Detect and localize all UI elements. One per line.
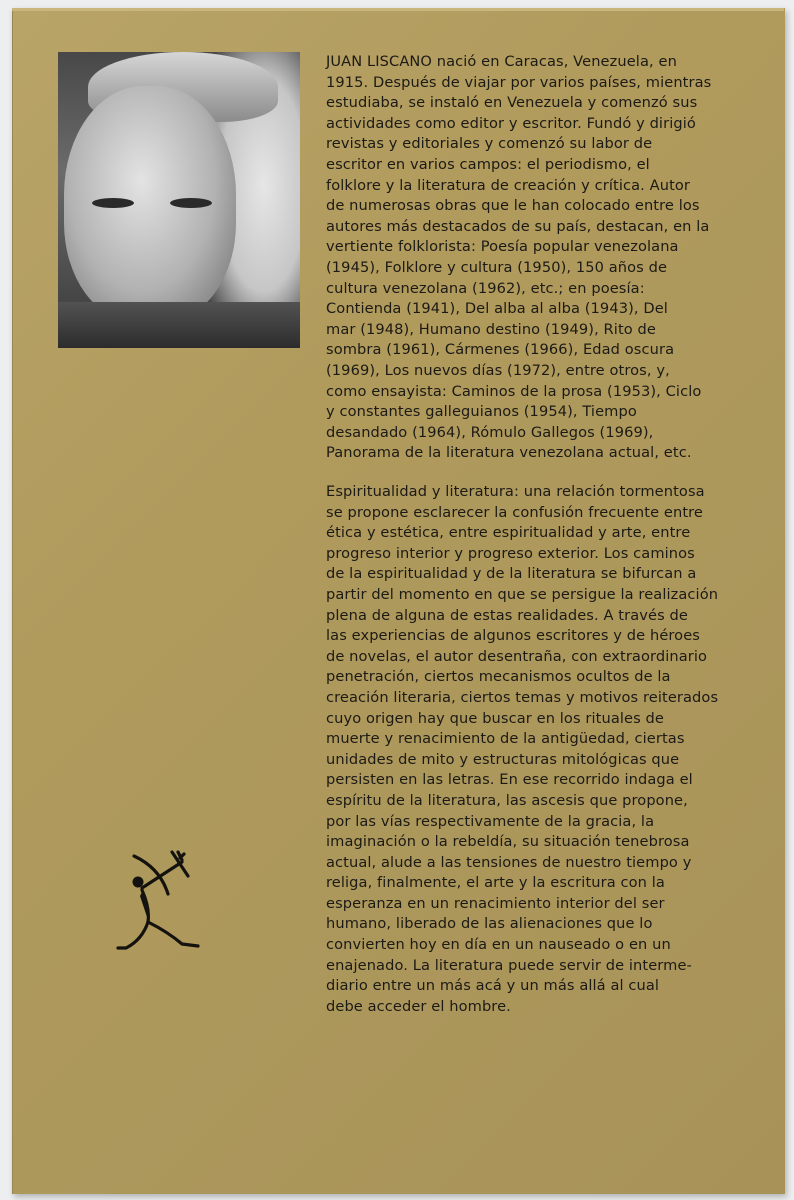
description-line: progreso interior y progreso exterior. Los caminos [326, 544, 695, 562]
bio-line: Panorama de la literatura venezolana actual, etc. [326, 444, 692, 462]
description-line: partir del momento en que se persigue la realización [326, 585, 719, 603]
bio-line: (1945), Folklore y cultura (1950), 150 años de [326, 258, 668, 276]
cover-top-edge [12, 8, 784, 11]
description-line: persisten en las letras. En ese recorrido indaga el [326, 771, 693, 789]
bio-line: (1969), Los nuevos días (1972), entre otros, y, [326, 361, 670, 379]
book-description [326, 482, 756, 1017]
portrait-eye-right [170, 198, 212, 208]
bio-line: folklore y la literatura de creación y crítica. Autor [326, 176, 691, 194]
bio-line: JUAN LISCANO nació en Caracas, Venezuela, en [326, 53, 677, 70]
bio-line: sombra (1961), Cármenes (1966), Edad oscura [326, 341, 675, 359]
description-line: creación literaria, ciertos temas y motivos reiterados [326, 688, 719, 706]
description-line: religa, finalmente, el arte y la escritura con la [326, 874, 665, 892]
bio-line: y constantes galleguianos (1954), Tiempo [326, 403, 637, 421]
bio-line: Contienda (1941), Del alba al alba (1943), Del [326, 300, 668, 318]
bio-line: mar (1948), Humano destino (1949), Rito de [326, 320, 656, 338]
description-line: esperanza en un renacimiento interior del ser [326, 894, 665, 912]
bio-line: como ensayista: Caminos de la prosa (1953), Ciclo [326, 382, 702, 400]
description-line: imaginación o la rebeldía, su situación tenebrosa [326, 833, 690, 851]
bio-line: escritor en varios campos: el periodismo, el [326, 155, 650, 173]
description-line: las experiencias de algunos escritores y de héroes [326, 627, 700, 645]
bio-line: cultura venezolana (1962), etc.; en poesía: [326, 279, 645, 297]
bio-line: revistas y editoriales y comenzó su labor de [326, 135, 653, 153]
bio-line: 1915. Después de viajar por varios países, mientras [326, 73, 712, 91]
description-line: unidades de mito y estructuras mitológicas que [326, 750, 680, 768]
description-line: plena de alguna de estas realidades. A través de [326, 606, 688, 624]
portrait-eye-left [92, 198, 134, 208]
bio-line: de numerosas obras que le han colocado entre los [326, 197, 700, 215]
bio-line: actividades como editor y escritor. Fundó y dirigió [326, 114, 696, 132]
description-line: muerte y renacimiento de la antigüedad, ciertas [326, 730, 685, 748]
description-line: cuyo origen hay que buscar en los rituales de [326, 709, 664, 727]
description-line: espíritu de la literatura, las ascesis que propone, [326, 791, 688, 809]
description-line: de novelas, el autor desentraña, con extraordinario [326, 647, 708, 665]
bio-line: vertiente folklorista: Poesía popular venezolana [326, 238, 679, 256]
bio-line: estudiaba, se instaló en Venezuela y comenzó sus [326, 94, 698, 112]
description-line: actual, alude a las tensiones de nuestro tiempo y [326, 853, 692, 871]
description-line: Espiritualidad y literatura: una relación tormentosa [326, 483, 705, 500]
description-line: enajenado. La literatura puede servir de interme- [326, 956, 692, 974]
description-line: ética y estética, entre espiritualidad y arte, entre [326, 524, 691, 542]
bio-line: desandado (1964), Rómulo Gallegos (1969), [326, 423, 654, 441]
description-line: convierten hoy en día en un nauseado o en un [326, 936, 671, 954]
author-biography [326, 52, 756, 464]
archer-head [133, 877, 144, 888]
description-line: de la espiritualidad y de la literatura se bifurcan a [326, 565, 697, 583]
description-line: diario entre un más acá y un más allá al cual [326, 977, 660, 995]
description-line: humano, liberado de las alienaciones que lo [326, 915, 653, 933]
author-portrait [58, 52, 300, 348]
portrait-shoulder [58, 302, 300, 348]
archer-figure-icon [112, 848, 212, 968]
description-line: por las vías respectivamente de la gracia, la [326, 812, 655, 830]
description-line: debe acceder el hombre. [326, 997, 511, 1015]
description-line: se propone esclarecer la confusión frecuente entre [326, 503, 703, 521]
description-line: penetración, ciertos mecanismos ocultos de la [326, 668, 671, 686]
bio-line: autores más destacados de su país, destacan, en la [326, 217, 710, 235]
